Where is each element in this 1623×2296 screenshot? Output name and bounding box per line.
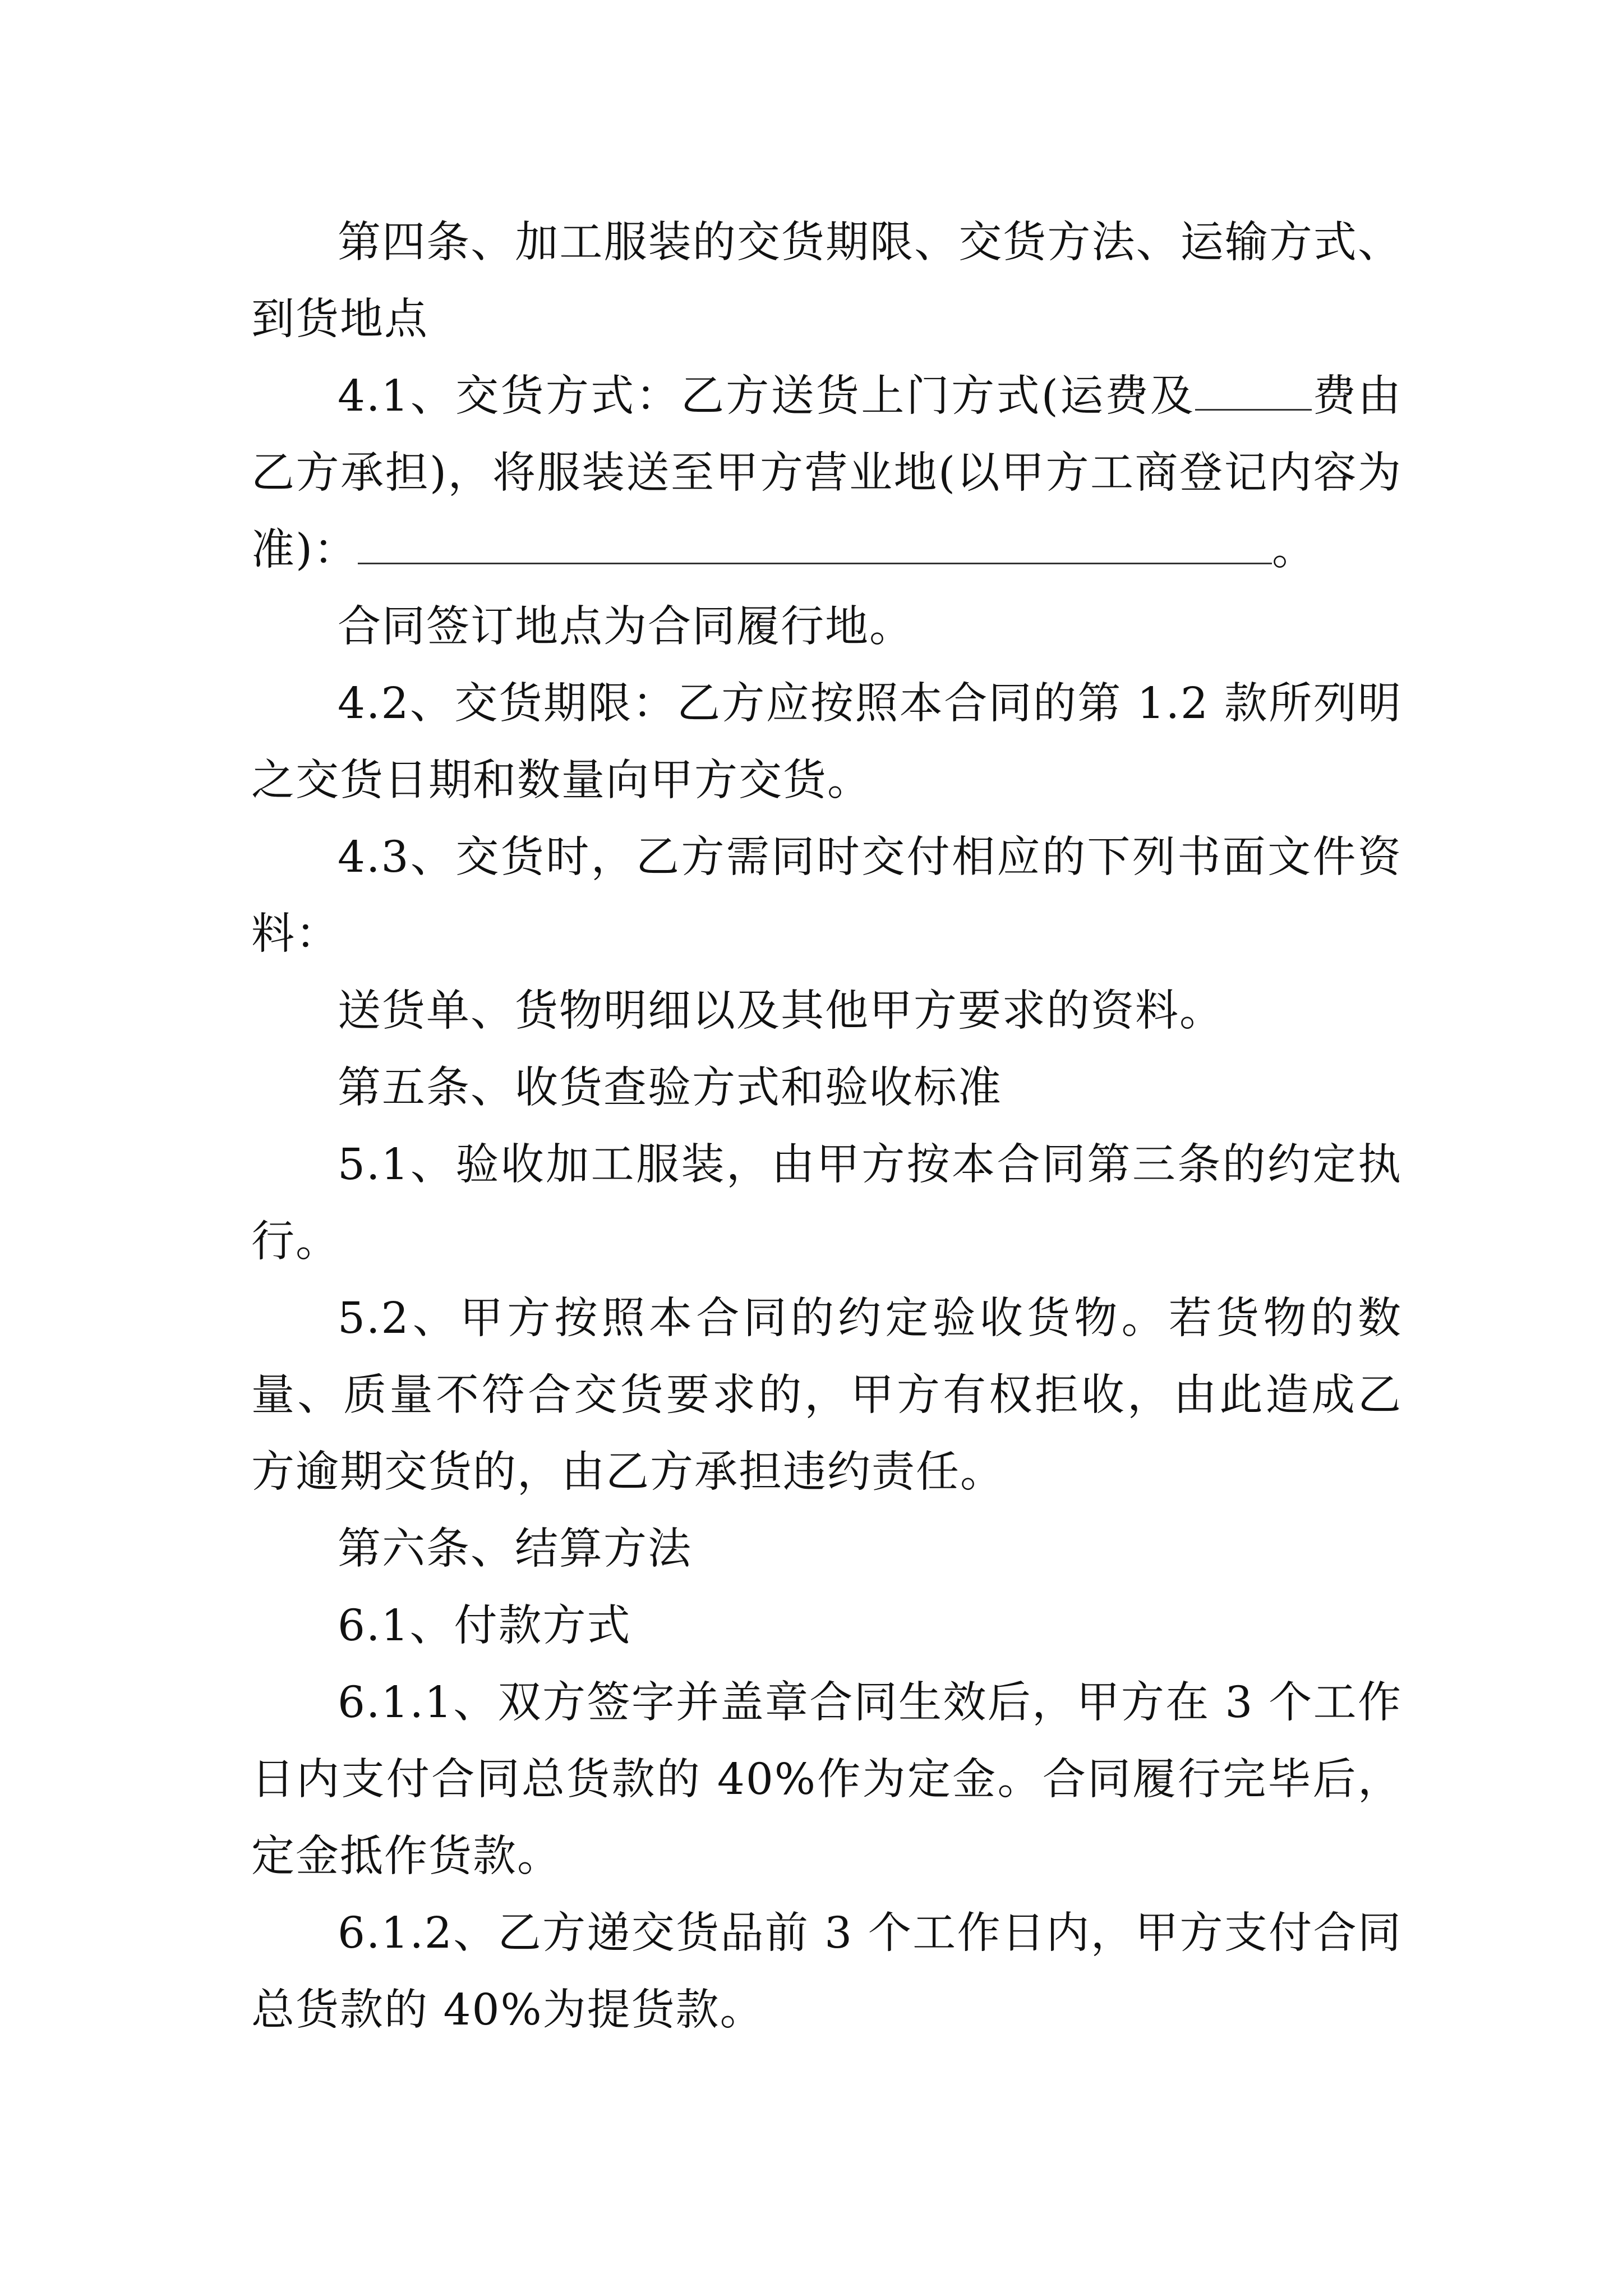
documents-list-paragraph: 送货单、货物明细以及其他甲方要求的资料。 <box>338 986 1224 1036</box>
contract-body <box>251 204 1402 2049</box>
business-address-blank-field <box>358 523 1272 564</box>
freight-blank-field <box>1195 370 1312 411</box>
clause-4-3: 4.3、交货时，乙方需同时交付相应的下列书面文件资料： <box>251 832 1402 959</box>
clause-6-1: 6.1、付款方式 <box>338 1601 631 1651</box>
clause-4-1-end: 。 <box>1272 525 1317 575</box>
clause-6-1-2: 6.1.2、乙方递交货品前 3 个工作日内，甲方支付合同总货款的 40%为提货款。 <box>251 1908 1402 2035</box>
article-6-heading: 第六条、结算方法 <box>338 1524 692 1574</box>
article-5-heading: 第五条、收货查验方式和验收标准 <box>338 1063 1002 1113</box>
clause-4-1 <box>251 358 1402 588</box>
article-4-heading: 第四条、加工服装的交货期限、交货方法、运输方式、到货地点 <box>251 218 1402 344</box>
clause-5-1: 5.1、验收加工服装，由甲方按本合同第三条的约定执行。 <box>251 1140 1402 1267</box>
clause-6-1-1: 6.1.1、双方签字并盖章合同生效后，甲方在 3 个工作日内支付合同总货款的 40%作为定金。合同履行完毕后，定金抵作货款。 <box>251 1678 1402 1881</box>
clause-4-1-text-b: 费由乙方承担)，将服装送至甲方营业地(以甲方工商登记内容为准)： <box>251 371 1402 575</box>
contract-place-paragraph: 合同签订地点为合同履行地。 <box>338 602 914 652</box>
clause-5-2: 5.2、甲方按照本合同的约定验收货物。若货物的数量、质量不符合交货要求的，甲方有权拒收，由此造成乙方逾期交货的，由乙方承担违约责任。 <box>251 1294 1402 1497</box>
clause-4-2: 4.2、交货期限：乙方应按照本合同的第 1.2 款所列明之交货日期和数量向甲方交货。 <box>251 679 1402 806</box>
clause-4-1-text-a: 4.1、交货方式：乙方送货上门方式(运费及 <box>338 371 1196 421</box>
